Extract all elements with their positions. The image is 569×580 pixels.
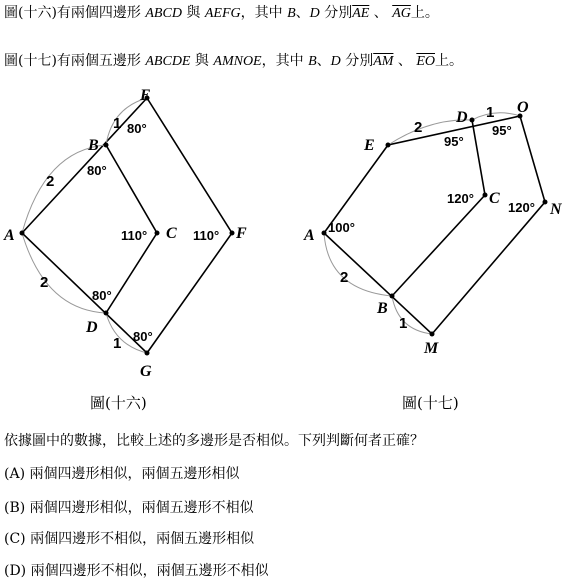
point-G	[145, 351, 150, 356]
option-D[interactable]	[4, 560, 269, 580]
label-E: E	[364, 137, 375, 154]
intro16-sep2: 、	[369, 5, 393, 21]
angle-D: 80°	[92, 288, 112, 303]
figure17-caption: 圖(十七)	[402, 394, 459, 412]
intro16-prefix: 圖(十六)有兩個四邊形	[4, 5, 146, 21]
option-A[interactable]	[4, 463, 240, 483]
angle-C: 110°	[121, 228, 148, 243]
point-A	[20, 231, 25, 236]
intro16-shape2: AEFG	[204, 6, 241, 21]
angle-O: 95°	[492, 123, 512, 138]
length-BM: 1	[399, 315, 408, 332]
label-M: M	[424, 340, 439, 357]
intro17-seg2: $\overline{EO}$	[416, 54, 435, 69]
length-BE: 1	[113, 115, 122, 132]
angle-A: 100°	[328, 220, 355, 235]
length-AB: 2	[340, 269, 349, 286]
intro17-sep2: 、	[393, 53, 417, 69]
label-G: G	[140, 363, 152, 380]
intro16-shape1: ABCD	[145, 6, 182, 21]
figure-16	[3, 87, 247, 380]
intro17-shape2: AMNOE	[213, 54, 262, 69]
length-AD: 2	[40, 274, 49, 291]
intro17-seg1: $\overline{AM}$	[373, 54, 394, 69]
label-C: C	[489, 190, 500, 207]
point-E	[386, 143, 391, 148]
length-DG: 1	[113, 335, 122, 352]
option-B[interactable]	[4, 497, 254, 517]
angle-C: 120°	[447, 191, 474, 206]
length-ED: 2	[414, 119, 423, 136]
intro17-sep: 、	[316, 53, 331, 69]
option-text: 兩個四邊形相似，兩個五邊形相似	[29, 466, 240, 482]
option-text: 兩個四邊形不相似，兩個五邊形不相似	[30, 563, 269, 579]
quad-AEFG	[22, 98, 232, 353]
intro16-p2: D	[309, 6, 320, 21]
intro17-p2: D	[330, 54, 341, 69]
option-key: (A)	[4, 466, 26, 482]
point-N	[543, 200, 548, 205]
point-F	[230, 231, 235, 236]
figure16-caption: 圖(十六)	[90, 394, 147, 412]
intro16-on: 分別	[319, 5, 353, 21]
length-DO: 1	[486, 104, 495, 121]
label-A: A	[4, 227, 15, 244]
question-text: 依據圖中的數據，比較上述的多邊形是否相似。下列判斷何者正確？	[4, 433, 424, 449]
label-B: B	[377, 300, 388, 317]
intro17-p1: B	[308, 54, 317, 69]
length-AB: 2	[46, 173, 55, 190]
intro16-tail: ，其中	[240, 5, 288, 21]
option-key: (C)	[4, 531, 26, 547]
point-B	[104, 143, 109, 148]
intro16-sep: 、	[295, 5, 310, 21]
label-C: C	[166, 225, 177, 242]
intro17-on: 分別	[340, 53, 374, 69]
intro17-prefix: 圖(十七)有兩個五邊形	[4, 53, 146, 69]
option-text: 兩個四邊形相似，兩個五邊形不相似	[29, 500, 254, 516]
figure-17	[303, 99, 563, 357]
label-D: D	[456, 109, 468, 126]
label-N: N	[550, 201, 562, 218]
intro16-end: 上。	[410, 5, 439, 21]
arc-DO	[472, 113, 520, 120]
angle-B: 80°	[87, 163, 107, 178]
intro16-mid: 與	[181, 5, 205, 21]
pentagon-AMNOE	[324, 116, 545, 334]
label-D: D	[86, 319, 98, 336]
point-D	[470, 118, 475, 123]
angle-G: 80°	[133, 329, 153, 344]
point-C	[483, 193, 488, 198]
label-B: B	[88, 137, 99, 154]
intro16-seg2: $\overline{AG}$	[392, 6, 411, 21]
point-M	[430, 332, 435, 337]
angle-D: 95°	[444, 134, 464, 149]
option-key: (D)	[4, 563, 27, 579]
intro16-seg1: $\overline{AE}$	[352, 6, 370, 21]
angle-F: 110°	[193, 228, 220, 243]
option-key: (B)	[4, 500, 26, 516]
label-E: E	[140, 87, 151, 104]
intro16-p1: B	[287, 6, 296, 21]
label-F: F	[236, 225, 247, 242]
point-A	[322, 231, 327, 236]
intro17-end: 上。	[435, 53, 463, 69]
pentagon-ABCDE-edges	[392, 120, 485, 296]
point-B	[390, 294, 395, 299]
label-O: O	[517, 99, 529, 116]
option-C[interactable]	[4, 528, 254, 548]
option-text: 兩個四邊形不相似，兩個五邊形相似	[30, 531, 255, 547]
label-A: A	[304, 227, 315, 244]
angle-E: 80°	[127, 121, 147, 136]
angle-N: 120°	[508, 200, 535, 215]
intro17-tail: ，其中	[261, 53, 309, 69]
point-C	[155, 231, 160, 236]
point-D	[104, 311, 109, 316]
intro17-shape1: ABCDE	[145, 54, 191, 69]
intro17-mid: 與	[190, 53, 214, 69]
